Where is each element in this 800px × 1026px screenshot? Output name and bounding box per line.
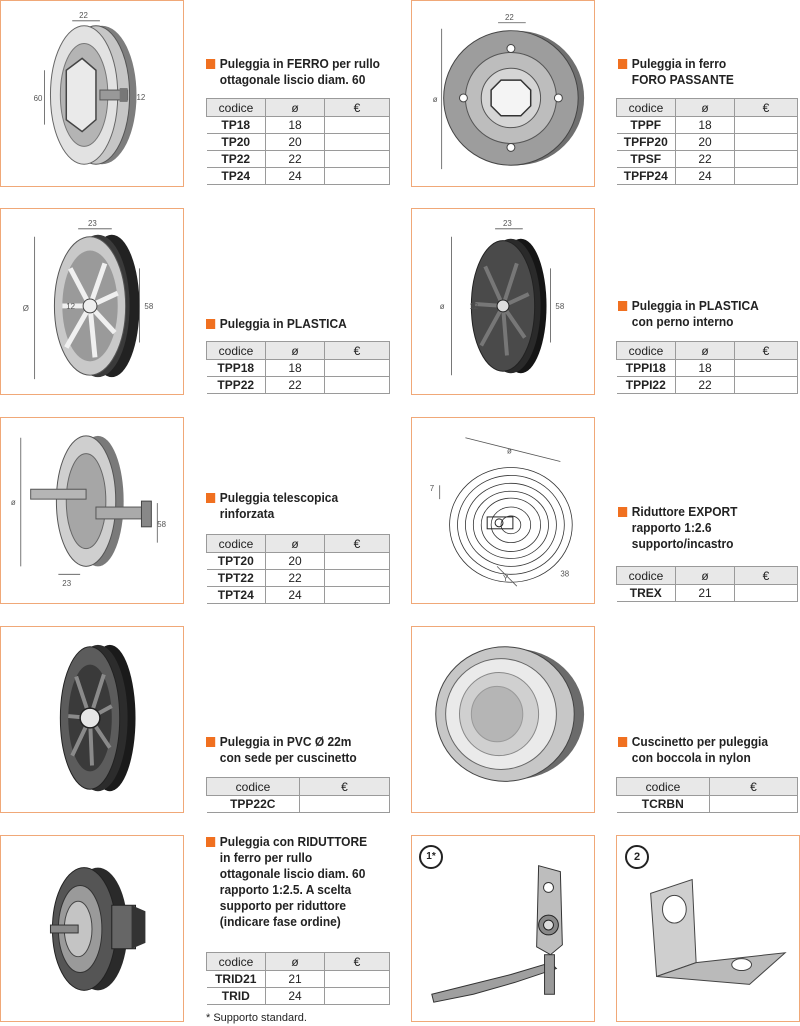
product-title-tp: Puleggia in FERRO per rullo ottagonale liscio diam. 60 bbox=[206, 56, 380, 88]
product-image-tpp22c bbox=[0, 626, 184, 813]
svg-text:23: 23 bbox=[88, 218, 97, 228]
table-row: TPPF 18 bbox=[617, 117, 798, 134]
bullet-square bbox=[206, 319, 215, 329]
svg-text:22: 22 bbox=[504, 12, 514, 22]
product-title-tppi: Puleggia in PLASTICA con perno interno bbox=[618, 298, 759, 330]
badge-2: 2 bbox=[625, 845, 649, 869]
product-title-trex: Riduttore EXPORT rapporto 1:2.6 supporto/incastro bbox=[618, 504, 737, 552]
table-row: TPP22C bbox=[207, 796, 390, 813]
svg-text:ø: ø bbox=[439, 301, 445, 311]
table-row: TP20 20 bbox=[207, 134, 390, 151]
product-image-tpt bbox=[0, 417, 184, 604]
bullet-square bbox=[206, 837, 215, 847]
bullet-square bbox=[618, 59, 627, 69]
badge-1: 1* bbox=[419, 845, 443, 869]
accessory-image-1 bbox=[411, 835, 595, 1022]
table-row: TPSF 22 bbox=[617, 151, 798, 168]
product-title-tpp: Puleggia in PLASTICA bbox=[206, 316, 347, 332]
footnote: * Supporto standard. bbox=[206, 1012, 307, 1024]
product-image-trid bbox=[0, 835, 184, 1022]
table-row: TP22 22 bbox=[207, 151, 390, 168]
product-table-tpp: codice ø € TPP18 18 TPP22 22 bbox=[206, 341, 390, 394]
table-row: TP18 18 bbox=[207, 117, 390, 134]
product-table-tppf: codice ø € TPPF 18 TPFP20 20 TPSF 22 TPFP24 24 bbox=[616, 98, 798, 185]
svg-text:ø: ø bbox=[432, 94, 438, 104]
table-row: TPT20 20 bbox=[207, 553, 390, 570]
product-table-tpt: codice ø € TPT20 20 TPT22 22 TPT24 24 bbox=[206, 534, 390, 604]
table-row: TPPI18 18 bbox=[617, 360, 798, 377]
table-row: TPP18 18 bbox=[207, 360, 390, 377]
table-row: TREX 21 bbox=[617, 585, 798, 602]
svg-text:12: 12 bbox=[469, 301, 479, 311]
product-image-trex bbox=[411, 417, 595, 604]
svg-text:12: 12 bbox=[66, 301, 76, 311]
svg-text:Y: Y bbox=[503, 574, 509, 584]
svg-text:38: 38 bbox=[560, 569, 570, 579]
svg-text:22: 22 bbox=[79, 10, 88, 20]
svg-text:58: 58 bbox=[157, 519, 167, 529]
table-row: TPFP24 24 bbox=[617, 168, 798, 185]
svg-text:58: 58 bbox=[555, 301, 565, 311]
svg-text:Ø: Ø bbox=[22, 303, 29, 313]
svg-text:23: 23 bbox=[62, 579, 72, 589]
bullet-square bbox=[618, 301, 627, 311]
svg-text:23: 23 bbox=[503, 218, 512, 228]
bullet-square bbox=[618, 737, 627, 747]
table-row: TPT22 22 bbox=[207, 570, 390, 587]
svg-text:58: 58 bbox=[144, 301, 154, 311]
product-image-tcrbn bbox=[411, 626, 595, 813]
table-row: TPT24 24 bbox=[207, 587, 390, 604]
svg-text:12: 12 bbox=[136, 92, 146, 102]
bullet-square bbox=[206, 737, 215, 747]
table-row: TCRBN bbox=[617, 796, 798, 813]
table-row: TPFP20 20 bbox=[617, 134, 798, 151]
product-table-tpp22c: codice € TPP22C bbox=[206, 777, 390, 813]
product-table-trid: codice ø € TRID21 21 TRID 24 bbox=[206, 952, 390, 1005]
product-image-tp bbox=[0, 0, 184, 187]
table-row: TRID21 21 bbox=[207, 971, 390, 988]
bullet-square bbox=[206, 493, 215, 503]
product-image-tpp bbox=[0, 208, 184, 395]
product-title-tpt: Puleggia telescopica rinforzata bbox=[206, 490, 338, 522]
table-row: TPPI22 22 bbox=[617, 377, 798, 394]
product-title-tcrbn: Cuscinetto per puleggia con boccola in nylon bbox=[618, 734, 768, 766]
svg-text:ø: ø bbox=[10, 498, 16, 508]
product-table-tppi: codice ø € TPPI18 18 TPPI22 22 bbox=[616, 341, 798, 394]
product-table-tcrbn: codice € TCRBN bbox=[616, 777, 798, 813]
product-table-trex: codice ø € TREX 21 bbox=[616, 566, 798, 602]
svg-text:60: 60 bbox=[33, 93, 43, 103]
table-row: TP24 24 bbox=[207, 168, 390, 185]
product-image-tppf bbox=[411, 0, 595, 187]
product-image-tppi bbox=[411, 208, 595, 395]
product-title-tppf: Puleggia in ferro FORO PASSANTE bbox=[618, 56, 734, 88]
product-title-trid: Puleggia con RIDUTTORE in ferro per rullo ottagonale liscio diam. 60 rapporto 1:2.5. A scelta supporto per riduttore (indicare fase ordine) bbox=[206, 834, 367, 930]
bullet-square bbox=[206, 59, 215, 69]
table-row: TRID 24 bbox=[207, 988, 390, 1005]
product-title-tpp22c: Puleggia in PVC Ø 22m con sede per cuscinetto bbox=[206, 734, 357, 766]
table-row: TPP22 22 bbox=[207, 377, 390, 394]
product-table-tp: codice ø € TP18 18 TP20 20 TP22 22 TP24 24 bbox=[206, 98, 390, 185]
bullet-square bbox=[618, 507, 627, 517]
accessory-image-2 bbox=[616, 835, 800, 1022]
svg-text:ø: ø bbox=[506, 446, 512, 456]
svg-text:7: 7 bbox=[429, 484, 435, 494]
